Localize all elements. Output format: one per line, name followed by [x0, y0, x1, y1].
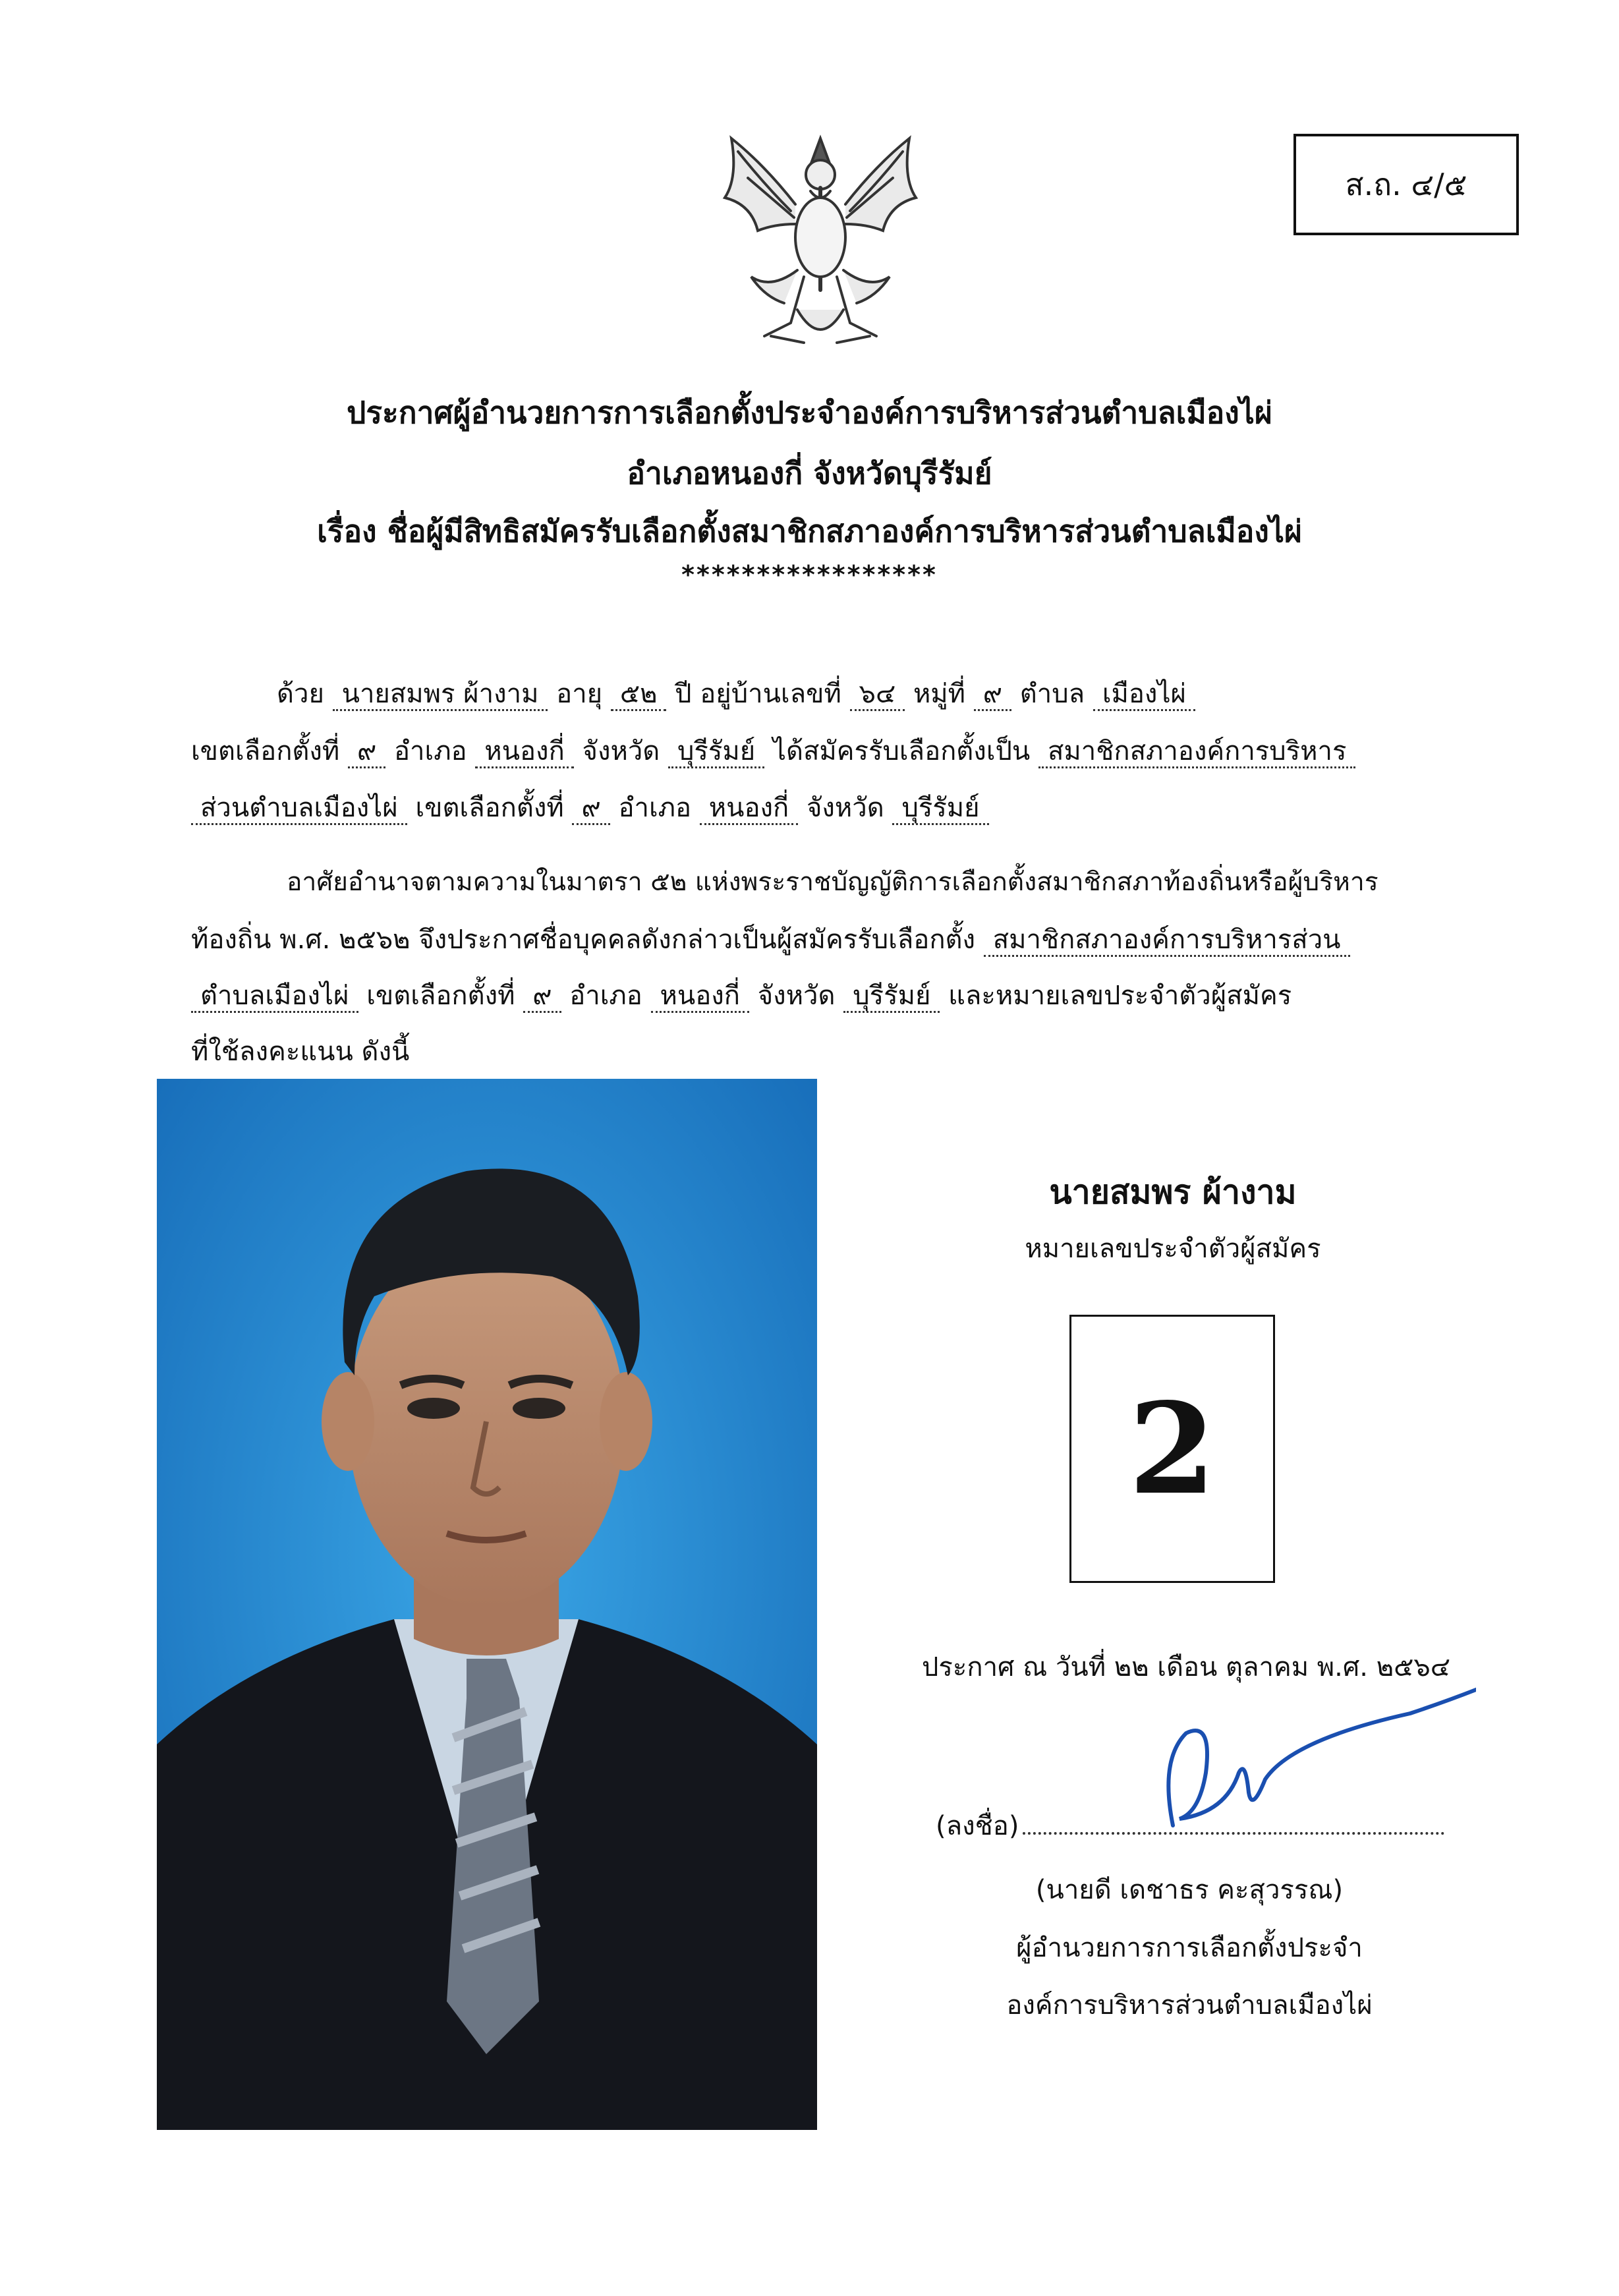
- text-run: เขตเลือกตั้งที่: [366, 981, 515, 1011]
- announcement-date: ประกาศ ณ วันที่ ๒๒ เดือน ตุลาคม พ.ศ. ๒๕๖๔: [921, 1652, 1451, 1682]
- text-run: อำเภอ: [618, 793, 692, 823]
- text-run: เขตเลือกตั้งที่: [415, 793, 564, 823]
- text-run: อายุ: [556, 679, 603, 709]
- filled-amphoe: หนองกี่: [700, 793, 798, 825]
- candidate-name: นายสมพร ผ้างาม: [1049, 1173, 1297, 1211]
- text-run: ท้องถิ่น พ.ศ. ๒๕๖๒ จึงประกาศชื่อบุคคลดังกล่าวเป็นผู้สมัครรับเลือกตั้ง: [191, 925, 976, 955]
- officer-title-line-1: ผู้อำนวยการการเลือกตั้งประจำ: [1016, 1933, 1363, 1963]
- text-run: อำเภอ: [394, 736, 467, 766]
- form-code: ส.ถ. ๔/๕: [1345, 166, 1467, 202]
- filled-amphoe: หนองกี่: [651, 981, 749, 1013]
- text-run: ได้สมัครรับเลือกตั้งเป็น: [772, 736, 1031, 766]
- para1-line1: [277, 672, 1548, 714]
- candidate-number-label: หมายเลขประจำตัวผู้สมัคร: [1025, 1234, 1321, 1264]
- filled-position-cont: ส่วนตำบลเมืองไผ่: [191, 793, 407, 825]
- text-run: หมู่ที่: [913, 679, 966, 709]
- para2-line1: อาศัยอำนาจตามความในมาตรา ๕๒ แห่งพระราชบัญญัติการเลือกตั้งสมาชิกสภาท้องถิ่นหรือผู้บริหาร: [287, 867, 1378, 897]
- para1-line2: [191, 730, 1463, 772]
- filled-amphoe: หนองกี่: [475, 736, 573, 768]
- filled-tambon: เมืองไผ่: [1093, 679, 1195, 711]
- para1-line3: [191, 786, 1463, 828]
- filled-house-no: ๖๔: [850, 679, 905, 711]
- text-run: จังหวัด: [806, 793, 884, 823]
- text-run: อำเภอ: [569, 981, 642, 1011]
- heading-line-2: อำเภอหนองกี่ จังหวัดบุรีรัมย์: [627, 455, 992, 491]
- para2-line2: [191, 918, 1463, 960]
- filled-position: สมาชิกสภาองค์การบริหารส่วน: [984, 925, 1350, 957]
- text-run: จังหวัด: [582, 736, 660, 766]
- garuda-emblem-icon: [712, 125, 929, 356]
- filled-moo: ๙: [974, 679, 1011, 711]
- filled-zone: ๙: [523, 981, 561, 1013]
- filled-zone: ๙: [348, 736, 385, 768]
- filled-zone: ๙: [572, 793, 610, 825]
- heading-line-1: ประกาศผู้อำนวยการการเลือกตั้งประจำองค์การบริหารส่วนตำบลเมืองไผ่: [347, 395, 1272, 430]
- text-run: ตำบล: [1019, 679, 1085, 709]
- text-run: เขตเลือกตั้งที่: [191, 736, 340, 766]
- text-run: ปี อยู่บ้านเลขที่: [675, 679, 841, 709]
- heading-separator: *****************: [681, 560, 938, 589]
- officer-title-line-2: องค์การบริหารส่วนตำบลเมืองไผ่: [1006, 1990, 1373, 2021]
- filled-position-cont: ตำบลเมืองไผ่: [191, 981, 358, 1013]
- filled-position: สมาชิกสภาองค์การบริหาร: [1038, 736, 1356, 768]
- para2-line4: ที่ใช้ลงคะแนน ดังนี้: [191, 1037, 410, 1067]
- filled-name: นายสมพร ผ้างาม: [333, 679, 548, 711]
- text-run: และหมายเลขประจำตัวผู้สมัคร: [948, 981, 1292, 1011]
- text-run: ด้วย: [277, 679, 324, 709]
- heading-line-3: เรื่อง ชื่อผู้มีสิทธิสมัครรับเลือกตั้งสมาชิกสภาองค์การบริหารส่วนตำบลเมืองไผ่: [317, 513, 1302, 549]
- candidate-number: 2: [1128, 1375, 1216, 1522]
- candidate-number-box: [1069, 1315, 1275, 1583]
- handwritten-signature: [1133, 1661, 1476, 1858]
- candidate-photo: [157, 1079, 817, 2130]
- filled-province: บุรีรัมย์: [892, 793, 988, 825]
- text-run: จังหวัด: [757, 981, 836, 1011]
- form-code-box: [1293, 134, 1519, 235]
- officer-name: (นายดี เดชาธร คะสุวรรณ): [1035, 1875, 1344, 1905]
- para2-line3: [191, 974, 1463, 1016]
- filled-province: บุรีรัมย์: [843, 981, 940, 1013]
- filled-age: ๕๒: [611, 679, 667, 711]
- signature-label: (ลงชื่อ): [936, 1811, 1019, 1841]
- filled-province: บุรีรัมย์: [668, 736, 764, 768]
